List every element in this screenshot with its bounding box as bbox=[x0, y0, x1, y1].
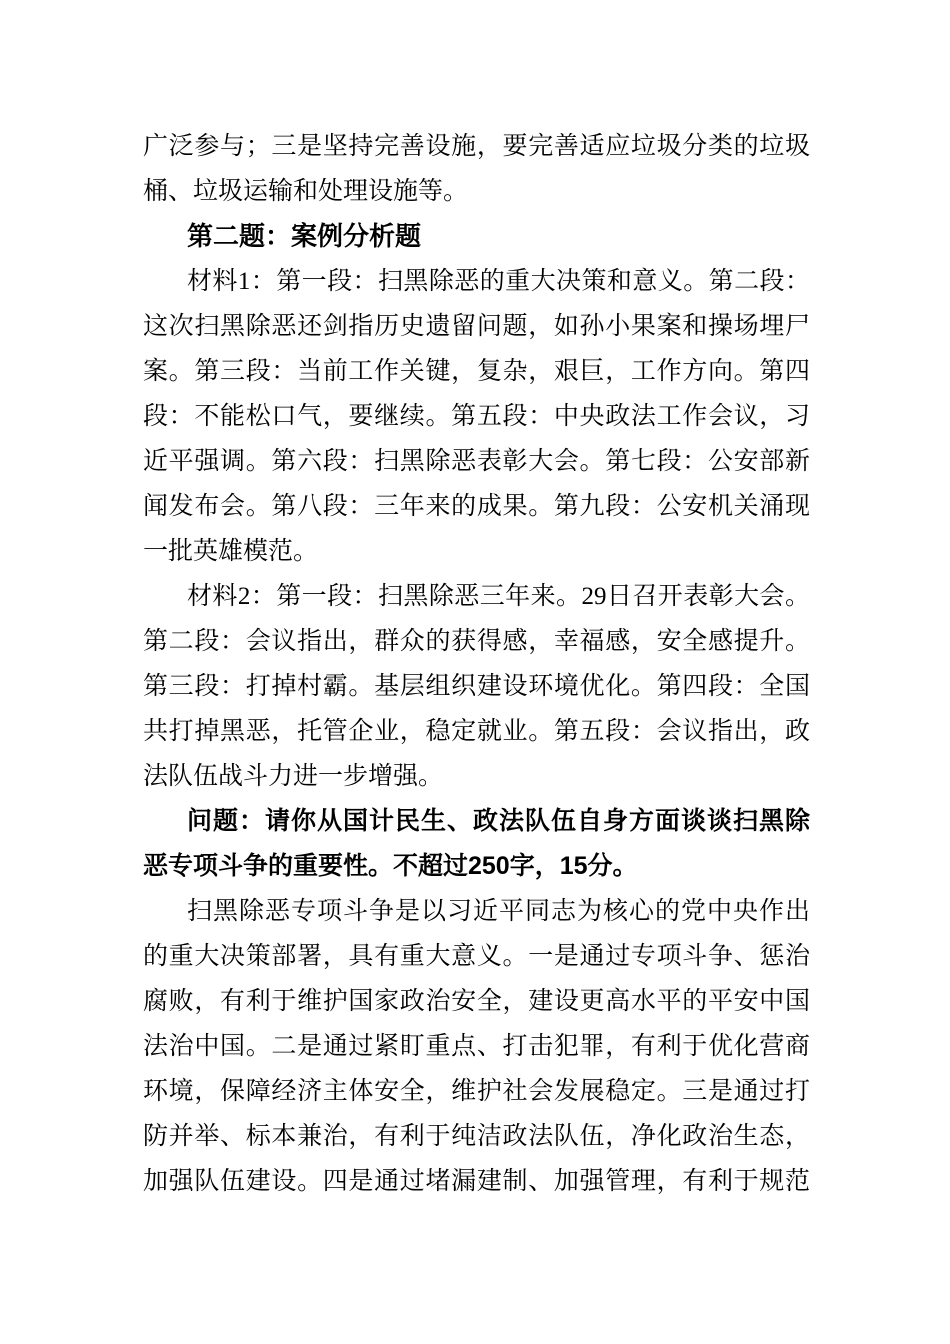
text-line: 加强队伍建设。四是通过堵漏建制、加强管理，有利于规范 bbox=[143, 1168, 810, 1195]
text-line: 的重大决策部署，具有重大意义。一是通过专项斗争、惩治 bbox=[143, 943, 810, 970]
text-line: 共打掉黑恶，托管企业，稳定就业。第五段：会议指出，政 bbox=[143, 718, 810, 745]
text-line: 法队伍战斗力进一步增强。 bbox=[143, 763, 444, 790]
text-line: 闻发布会。第八段：三年来的成果。第九段：公安机关涌现 bbox=[143, 493, 810, 520]
text-line: 环境，保障经济主体安全，维护社会发展稳定。三是通过打 bbox=[143, 1078, 810, 1105]
text-line: 广泛参与；三是坚持完善设施，要完善适应垃圾分类的垃圾 bbox=[143, 133, 810, 160]
text-line: 第三段：打掉村霸。基层组织建设环境优化。第四段：全国 bbox=[143, 673, 810, 700]
text-line: 材料2：第一段：扫黑除恶三年来。29日召开表彰大会。 bbox=[187, 583, 810, 610]
text-line: 案。第三段：当前工作关键，复杂，艰巨，工作方向。第四 bbox=[143, 358, 810, 385]
text-line: 这次扫黑除恶还剑指历史遗留问题，如孙小果案和操场埋尸 bbox=[143, 313, 810, 340]
question-line: 问题：请你从国计民生、政法队伍自身方面谈谈扫黑除 bbox=[187, 807, 810, 835]
text-line: 一批英雄模范。 bbox=[143, 538, 319, 565]
text-line: 桶、垃圾运输和处理设施等。 bbox=[143, 178, 469, 205]
text-line: 腐败，有利于维护国家政治安全，建设更高水平的平安中国 bbox=[143, 988, 810, 1015]
text-line: 段：不能松口气，要继续。第五段：中央政法工作会议，习 bbox=[143, 403, 810, 430]
text-line: 防并举、标本兼治，有利于纯洁政法队伍，净化政治生态， bbox=[143, 1123, 810, 1150]
section-heading: 第二题：案例分析题 bbox=[187, 221, 422, 251]
text-line: 材料1：第一段：扫黑除恶的重大决策和意义。第二段： bbox=[187, 268, 810, 295]
question-line: 恶专项斗争的重要性。不超过250字，15分。 bbox=[143, 852, 638, 880]
text-line: 扫黑除恶专项斗争是以习近平同志为核心的党中央作出 bbox=[187, 898, 810, 925]
text-line: 第二段：会议指出，群众的获得感，幸福感，安全感提升。 bbox=[143, 628, 810, 655]
text-line: 法治中国。二是通过紧盯重点、打击犯罪，有利于优化营商 bbox=[143, 1033, 810, 1060]
text-line: 近平强调。第六段：扫黑除恶表彰大会。第七段：公安部新 bbox=[143, 448, 810, 475]
